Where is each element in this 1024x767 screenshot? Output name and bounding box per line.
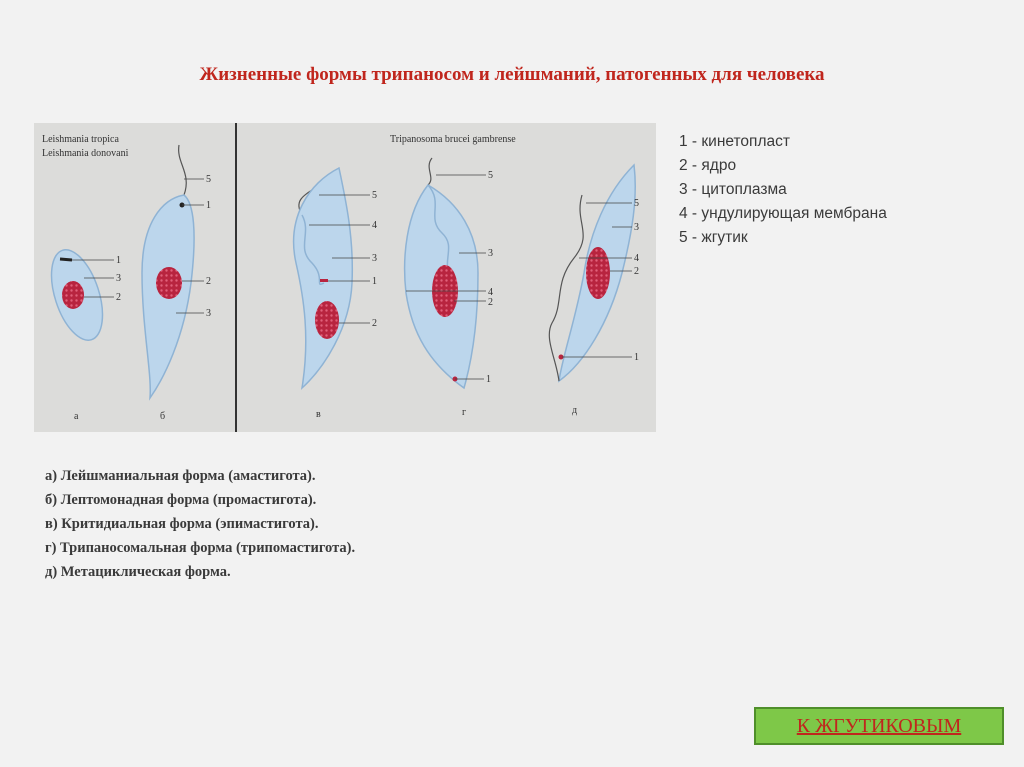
marker-number: 5 xyxy=(206,174,211,185)
structure-legend xyxy=(679,130,887,250)
trypanosoma-caption: Tripanosoma brucei gambrense xyxy=(390,134,516,145)
marker-number: 5 xyxy=(488,170,493,181)
marker-number: 3 xyxy=(634,222,639,233)
panel-label-g: г xyxy=(462,407,467,418)
marker-number: 2 xyxy=(634,266,639,277)
marker-number: 5 xyxy=(634,198,639,209)
page-title: Жизненные формы трипаносом и лейшманий, патогенных для человека xyxy=(199,64,825,85)
flagellates-nav-button[interactable] xyxy=(754,707,1004,745)
legend-item: 4 - ундулирующая мембрана xyxy=(679,205,887,222)
panel-label-b: б xyxy=(160,411,166,422)
form-item: в) Критидиальная форма (эпимастигота). xyxy=(45,516,319,532)
marker-number: 1 xyxy=(116,255,121,266)
marker-number: 1 xyxy=(634,352,639,363)
flagellates-nav-label: К ЖГУТИКОВЫМ xyxy=(796,714,962,737)
marker-number: 1 xyxy=(372,276,377,287)
marker-number: 2 xyxy=(488,297,493,308)
legend-item: 5 - жгутик xyxy=(679,229,748,246)
marker-number: 1 xyxy=(486,374,491,385)
leishmania-caption-2: Leishmania donovani xyxy=(42,148,129,159)
panel-label-d: д xyxy=(572,405,578,416)
marker-number: 3 xyxy=(116,273,121,284)
marker-number: 3 xyxy=(488,248,493,259)
cell-forms-figure xyxy=(34,123,656,432)
marker-number: 2 xyxy=(372,318,377,329)
marker-number: 3 xyxy=(206,308,211,319)
legend-item: 1 - кинетопласт xyxy=(679,133,790,150)
marker-number: 2 xyxy=(206,276,211,287)
form-item: г) Трипаносомальная форма (трипомастигота). xyxy=(45,540,356,556)
marker-number: 4 xyxy=(372,220,377,231)
forms-list xyxy=(45,464,355,584)
leishmania-caption-1: Leishmania tropica xyxy=(42,134,119,145)
form-item: а) Лейшманиальная форма (амастигота). xyxy=(45,468,316,484)
marker-number: 5 xyxy=(372,190,377,201)
marker-number: 1 xyxy=(206,200,211,211)
marker-number: 3 xyxy=(372,253,377,264)
panel-label-a: а xyxy=(74,411,79,422)
legend-item: 3 - цитоплазма xyxy=(679,181,787,198)
marker-number: 4 xyxy=(488,287,493,298)
panel-label-v: в xyxy=(316,409,321,420)
form-item: д) Метациклическая форма. xyxy=(45,564,231,580)
marker-number: 4 xyxy=(634,253,639,264)
legend-item: 2 - ядро xyxy=(679,157,737,174)
marker-number: 2 xyxy=(116,292,121,303)
form-item: б) Лептомонадная форма (промастигота). xyxy=(45,492,317,508)
